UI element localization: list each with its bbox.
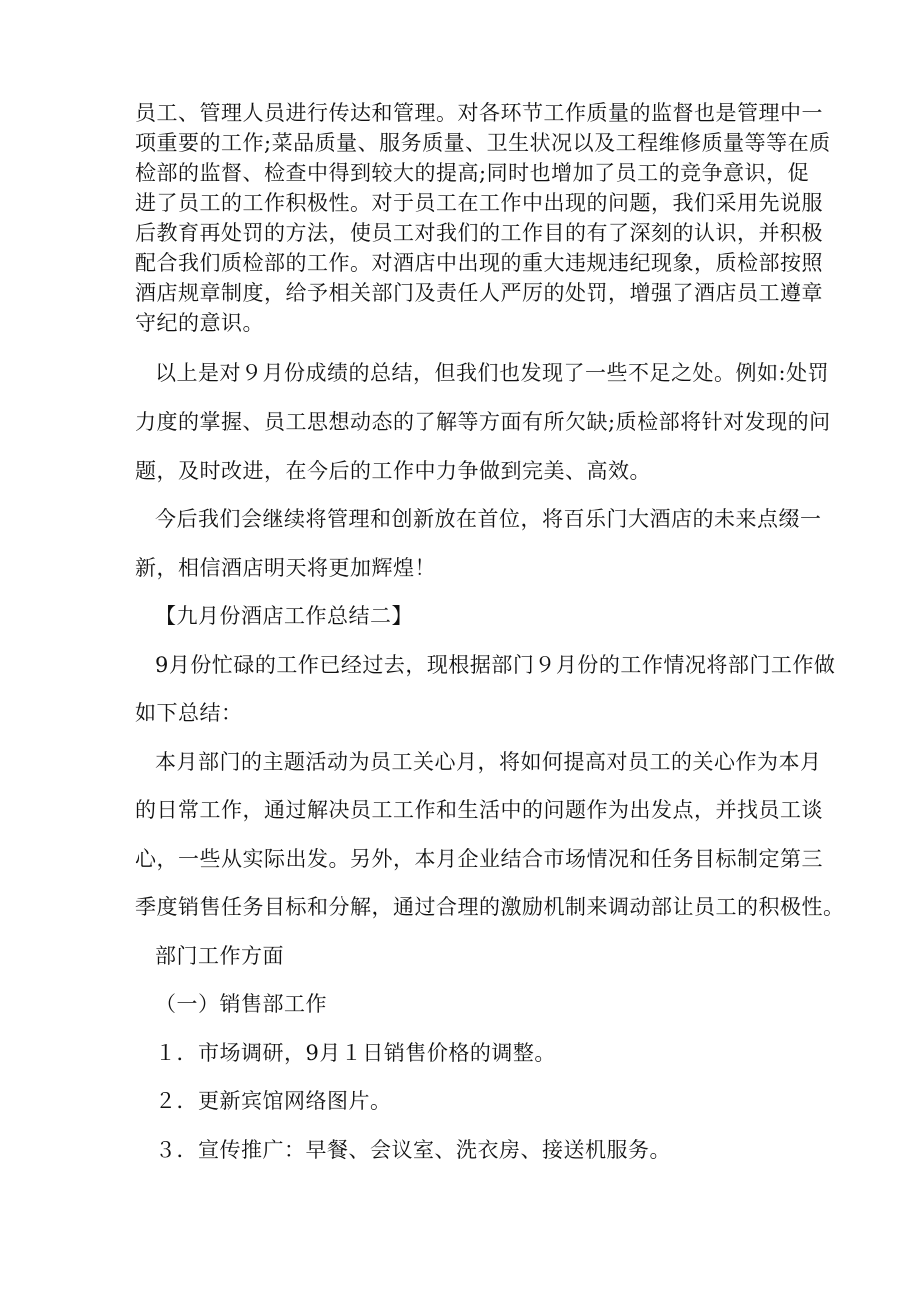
paragraph-2-line-2: 力度的掌握、员工思想动态的了解等方面有所欠缺;质检部将针对发现的问 <box>135 410 831 434</box>
paragraph-1-line-1: 员工、管理人员进行传达和管理。对各环节工作质量的监督也是管理中一 <box>135 101 823 125</box>
paragraph-1-line-2: 项重要的工作;菜品质量、服务质量、卫生状况以及工程维修质量等等在质 <box>135 131 831 155</box>
paragraph-5-line-2: 的日常工作，通过解决员工工作和生活中的问题作为出发点，并找员工谈 <box>135 798 823 822</box>
paragraph-1-line-4: 进了员工的工作积极性。对于员工在工作中出现的问题，我们采用先说服 <box>135 191 823 215</box>
paragraph-4-line-1: 9月份忙碌的工作已经过去，现根据部门９月份的工作情况将部门工作做 <box>155 653 836 677</box>
paragraph-1-line-8: 守纪的意识。 <box>135 311 264 335</box>
list-item-2: ２．更新宾馆网络图片。 <box>155 1089 392 1113</box>
sales-dept-heading: （一）销售部工作 <box>155 992 327 1016</box>
paragraph-2-line-1: 以上是对９月份成绩的总结，但我们也发现了一些不足之处。例如:处罚 <box>155 361 830 385</box>
list-item-1: １．市场调研，9月１日销售价格的调整。 <box>155 1041 556 1065</box>
section-title: 【九月份酒店工作总结二】 <box>155 604 413 628</box>
paragraph-5-line-4: 季度销售任务目标和分解，通过合理的激励机制来调动部让员工的积极性。 <box>135 895 845 919</box>
paragraph-1-line-6: 配合我们质检部的工作。对酒店中出现的重大违规违纪现象，质检部按照 <box>135 251 823 275</box>
paragraph-4-line-2: 如下总结： <box>135 701 243 725</box>
paragraph-1-line-5: 后教育再处罚的方法，使员工对我们的工作目的有了深刻的认识，并积极 <box>135 221 823 245</box>
paragraph-1-line-3: 检部的监督、检查中得到较大的提高;同时也增加了员工的竞争意识，促 <box>135 161 810 185</box>
paragraph-2-line-3: 题，及时改进，在今后的工作中力争做到完美、高效。 <box>135 459 651 483</box>
paragraph-5-line-1: 本月部门的主题活动为员工关心月，将如何提高对员工的关心作为本月 <box>155 750 822 774</box>
paragraph-5-line-3: 心，一些从实际出发。另外，本月企业结合市场情况和任务目标制定第三 <box>135 847 823 871</box>
paragraph-3-line-1: 今后我们会继续将管理和创新放在首位，将百乐门大酒店的未来点缀一 <box>155 507 822 531</box>
list-item-3: ３．宣传推广：早餐、会议室、洗衣房、接送机服务。 <box>155 1138 671 1162</box>
paragraph-3-line-2: 新，相信酒店明天将更加辉煌！ <box>135 556 436 580</box>
paragraph-1-line-7: 酒店规章制度，给予相关部门及责任人严厉的处罚，增强了酒店员工遵章 <box>135 281 823 305</box>
dept-work-heading: 部门工作方面 <box>155 944 284 968</box>
